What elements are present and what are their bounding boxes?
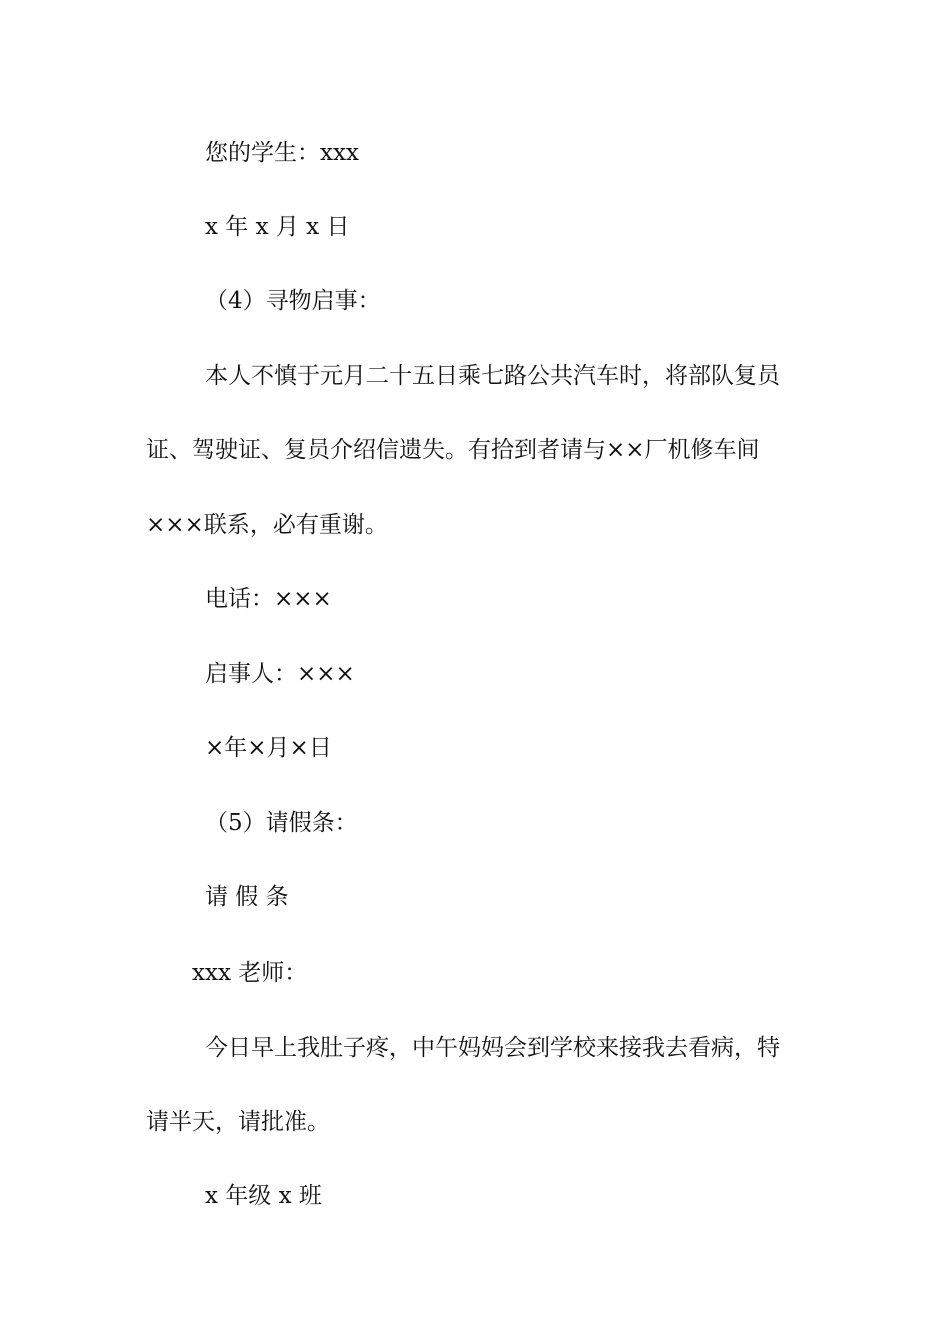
paragraph-line: 请半天，请批准。	[146, 1109, 330, 1135]
paragraph-line: 证、驾驶证、复员介绍信遗失。有拾到者请与××厂机修车间	[146, 437, 760, 463]
date-line: x 年 x 月 x 日	[205, 214, 350, 240]
phone-line: 电话：×××	[205, 586, 332, 612]
class-line: x 年级 x 班	[205, 1183, 322, 1209]
section-heading-lost-notice: （4）寻物启事：	[205, 288, 381, 314]
section-heading-leave-note: （5）请假条：	[205, 810, 358, 836]
date-line: ×年×月×日	[205, 735, 332, 761]
paragraph-line: 本人不慎于元月二十五日乘七路公共汽车时，将部队复员	[205, 363, 780, 389]
notice-author-line: 启事人：×××	[205, 661, 355, 687]
leave-note-title: 请 假 条	[205, 884, 289, 910]
paragraph-line: ×××联系，必有重谢。	[146, 512, 388, 538]
salutation-line: xxx 老师：	[192, 960, 308, 986]
signature-student: 您的学生：xxx	[205, 140, 359, 166]
paragraph-line: 今日早上我肚子疼，中午妈妈会到学校来接我去看病，特	[205, 1035, 780, 1061]
